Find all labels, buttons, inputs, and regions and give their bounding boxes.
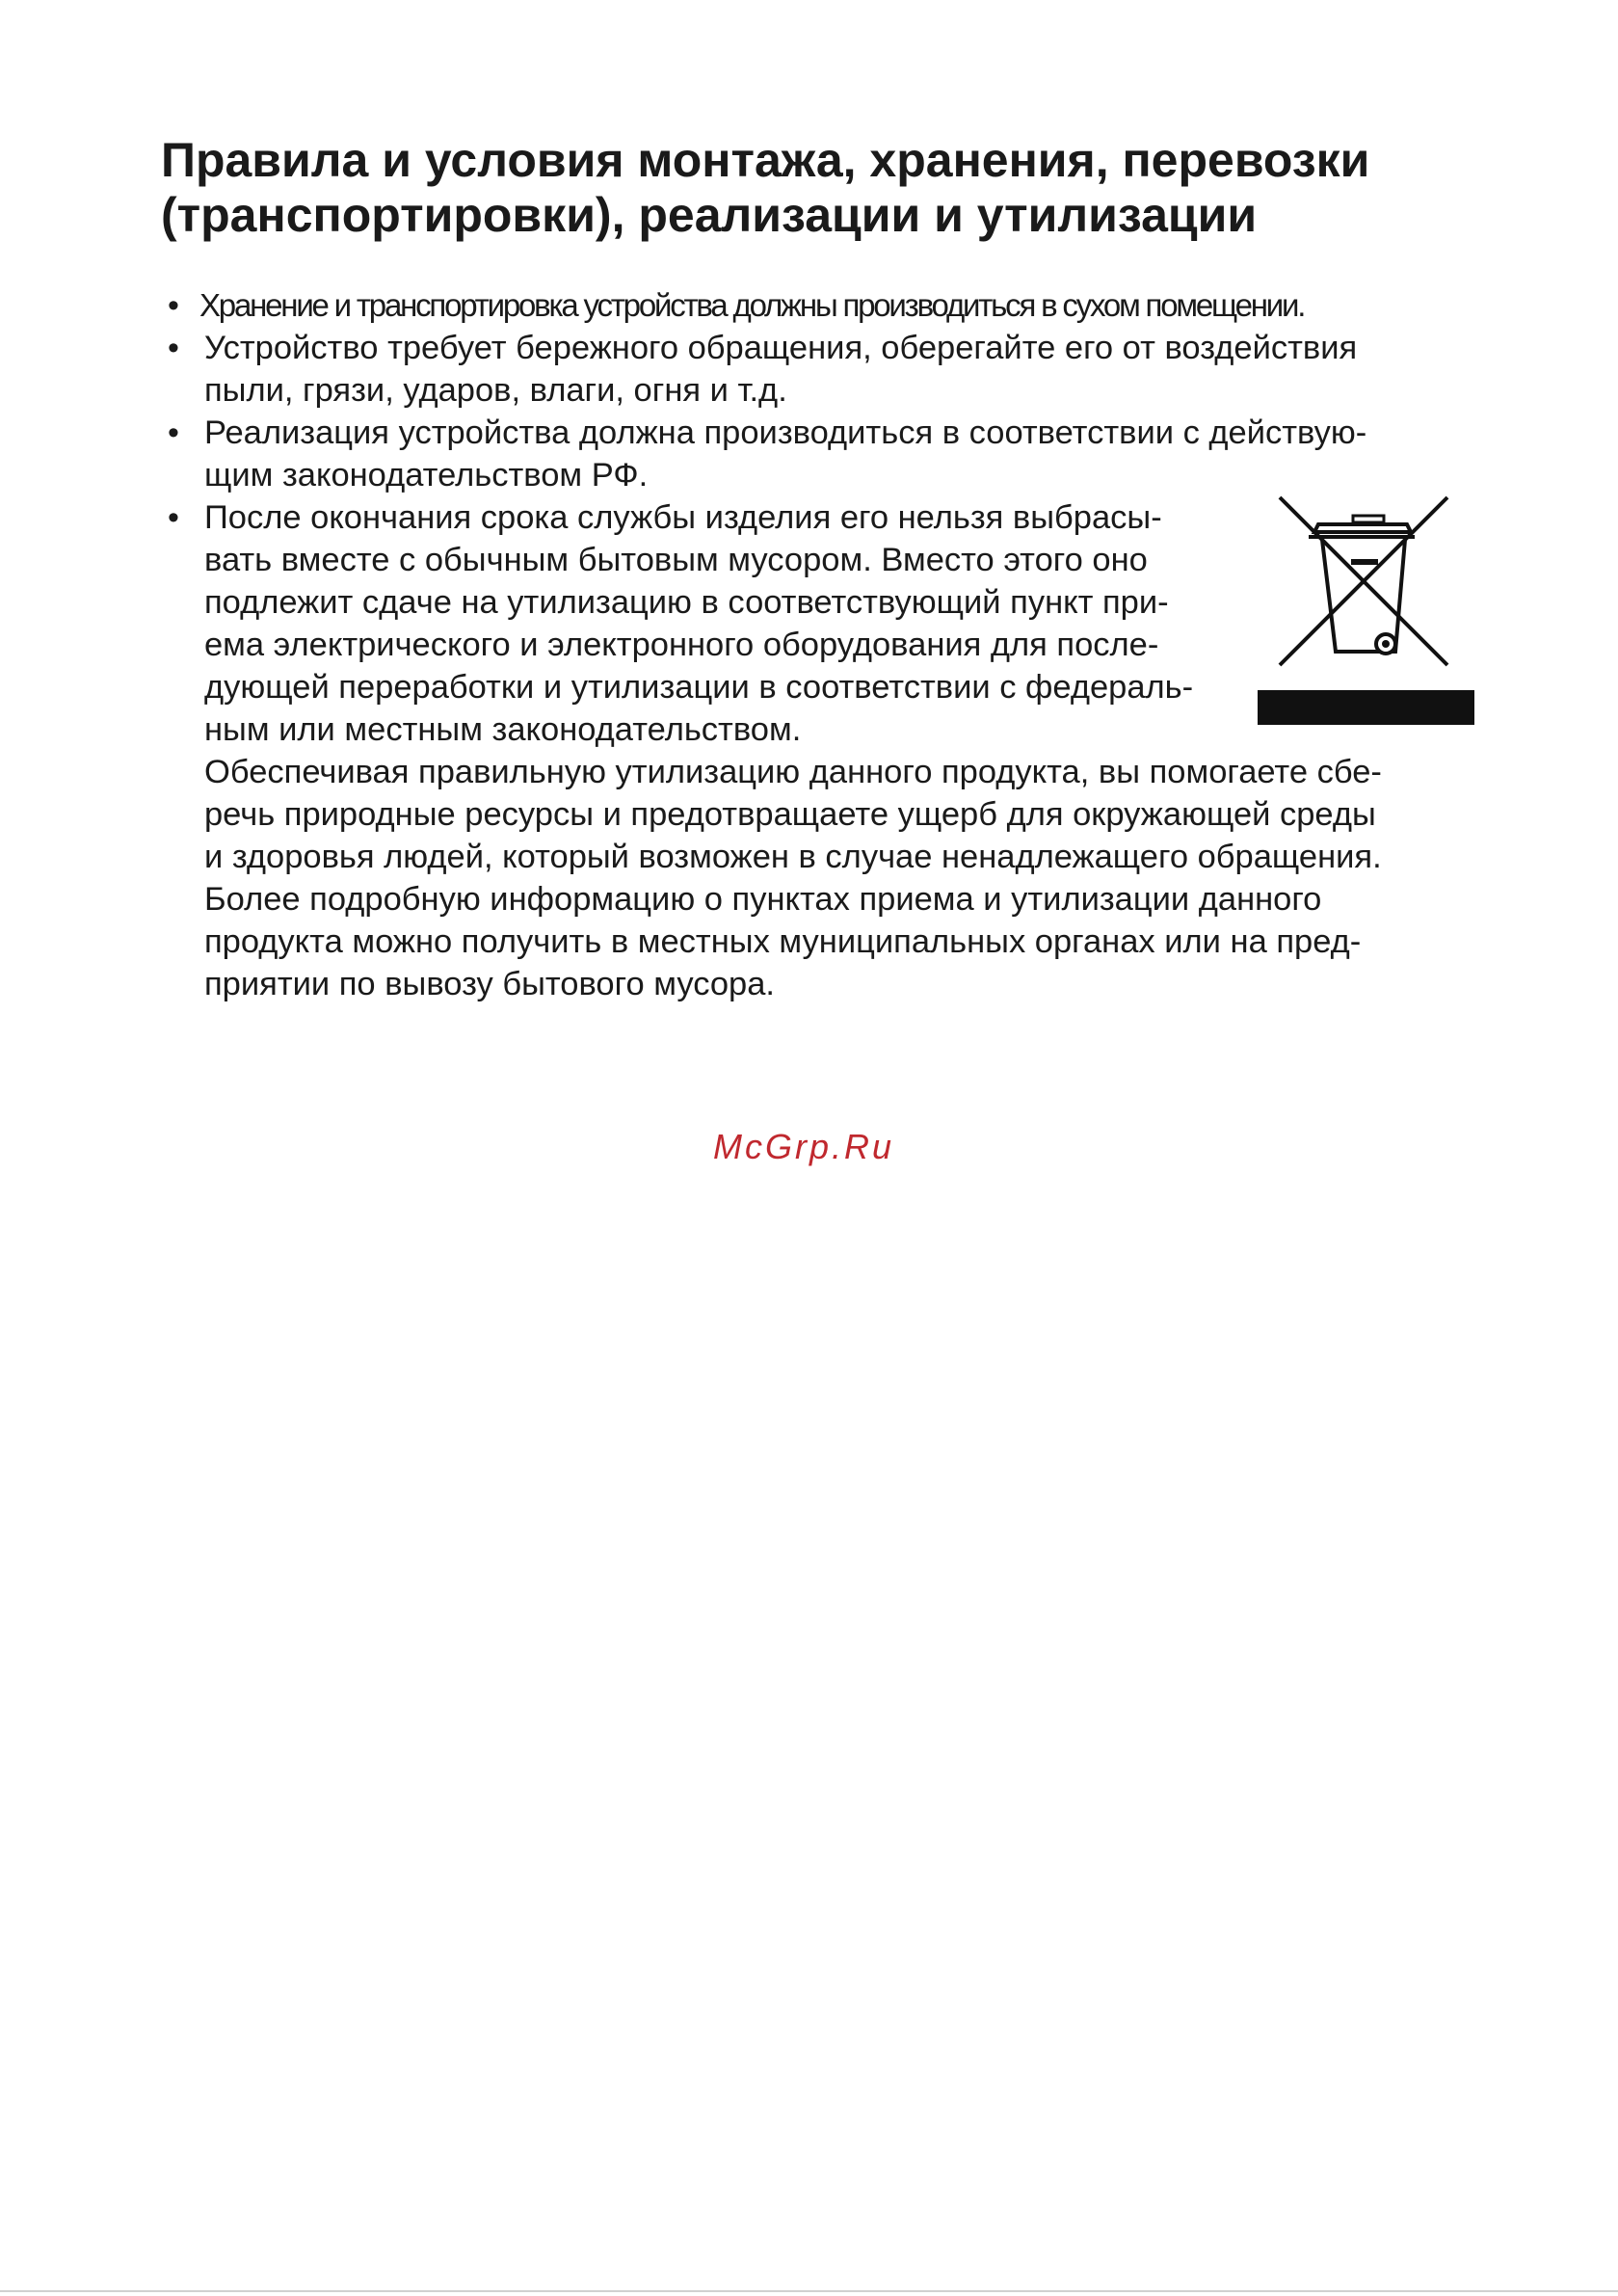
disposal-item-line: ным или местным законодательством. [204,711,802,748]
bullet-marker: • [168,287,179,324]
storage-item-text: Хранение и транспортировка устройства должны производиться в сухом помещении. [199,287,1305,323]
disposal-item-line: ема электрического и электронного оборудования для после- [204,627,1159,663]
sales-item-line: щим законодательством РФ. [204,457,649,494]
disposal-continuation-line: Более подробную информацию о пунктах приема и утилизации данного [204,881,1322,918]
page-title-line-1: Правила и условия монтажа, хранения, перевозки [161,133,1370,187]
handling-item-line: пыли, грязи, ударов, влаги, огня и т.д. [204,372,787,409]
disposal-item-line: вать вместе с обычным бытовым мусором. Вместо этого оно [204,542,1148,578]
crossed-out-wheelie-bin-icon [1253,492,1474,733]
page-title-line-2: (транспортировки), реализации и утилизации [161,188,1258,242]
watermark: McGrp.Ru [713,1127,895,1166]
page-bottom-edge [0,2290,1618,2292]
disposal-item-line: дующей переработки и утилизации в соответствии с федераль- [204,669,1194,706]
disposal-continuation-line: Обеспечивая правильную утилизацию данного продукта, вы помогаете сбе- [204,754,1382,790]
bullet-marker: • [168,330,179,366]
disposal-item-line: После окончания срока службы изделия его нельзя выбрасы- [204,499,1162,536]
disposal-continuation-line: приятии по вывозу бытового мусора. [204,966,775,1002]
disposal-continuation-line: и здоровья людей, который возможен в случае ненадлежащего обращения. [204,839,1382,875]
bullet-marker: • [168,499,179,536]
handling-item-line: Устройство требует бережного обращения, оберегайте его от воздействия [204,330,1358,366]
disposal-continuation-line: речь природные ресурсы и предотвращаете ущерб для окружающей среды [204,796,1376,833]
disposal-item-line: подлежит сдаче на утилизацию в соответствующий пункт при- [204,584,1169,621]
bullet-marker: • [168,414,179,451]
sales-item-line: Реализация устройства должна производиться в соответствии с действую- [204,414,1367,451]
disposal-continuation-line: продукта можно получить в местных муниципальных органах или на пред- [204,923,1362,960]
page-title [161,133,1510,243]
